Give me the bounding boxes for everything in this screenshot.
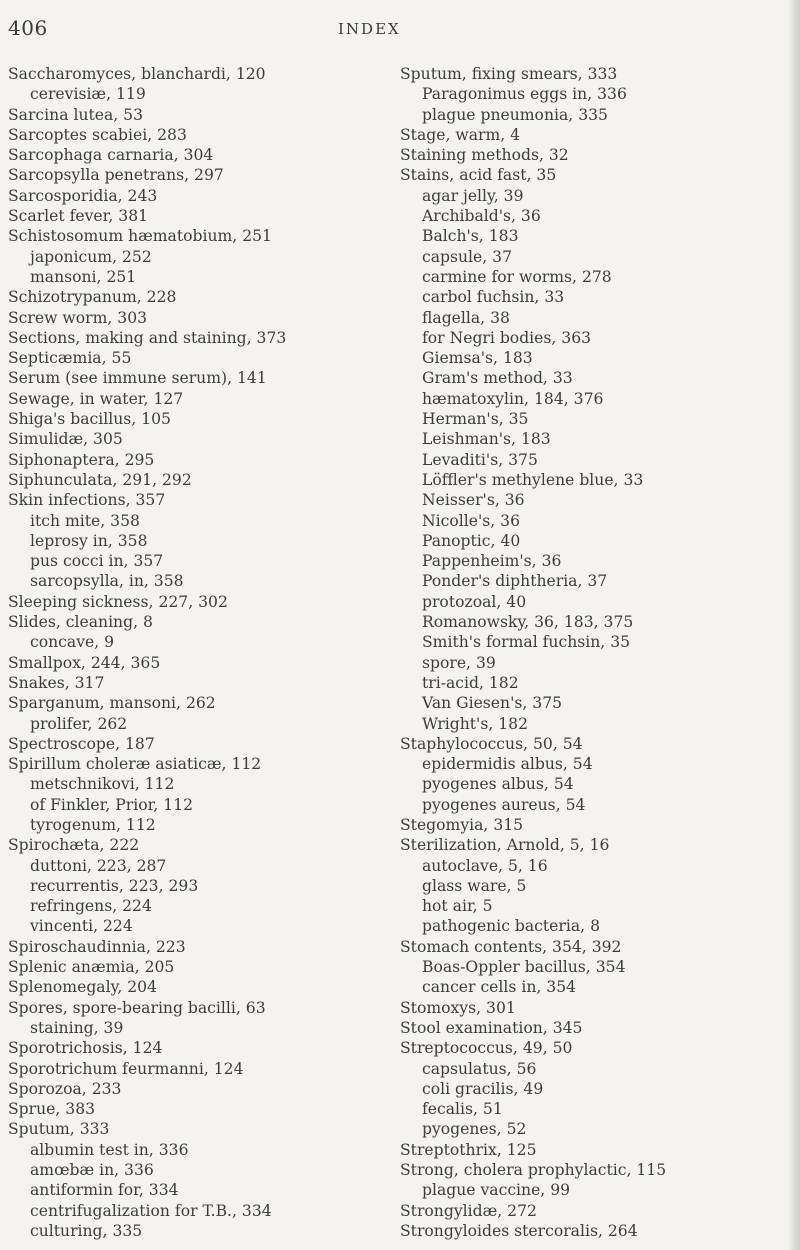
index-subentry: antiformin for, 334 [30,1181,179,1200]
index-subentry: Wright's, 182 [422,714,529,733]
index-entry: Splenic anæmia, 205 [8,958,175,977]
index-subentry: sarcopsylla, in, 358 [30,572,184,591]
index-subentry: cancer cells in, 354 [422,978,577,997]
page-edge-shadow [788,0,800,1250]
index-subentry: glass ware, 5 [422,876,527,895]
index-subentry: centrifugalization for T.B., 334 [30,1201,272,1220]
index-subentry: refringens, 224 [30,897,152,916]
index-subentry: recurrentis, 223, 293 [30,876,199,895]
index-entry: Sleeping sickness, 227, 302 [8,592,228,611]
index-column-left [8,64,373,1241]
index-subentry: capsule, 37 [422,247,513,266]
index-entry: Slides, cleaning, 8 [8,613,153,632]
index-entry: Screw worm, 303 [8,308,148,327]
index-subentry: albumin test in, 336 [30,1140,189,1159]
index-subentry: Nicolle's, 36 [422,511,521,530]
index-subentry: for Negri bodies, 363 [422,328,592,347]
index-entry: Stegomyia, 315 [400,815,524,834]
index-entry: Simulidæ, 305 [8,430,123,449]
index-subentry: coli gracilis, 49 [422,1079,544,1098]
index-subentry: cerevisiæ, 119 [30,85,146,104]
index-subentry: metschnikovi, 112 [30,775,175,794]
index-subentry: spore, 39 [422,653,496,672]
index-entry: Staphylococcus, 50, 54 [400,734,583,753]
index-subentry: Levaditi's, 375 [422,450,538,469]
index-subentry: of Finkler, Prior, 112 [30,795,194,814]
running-head: INDEX [338,20,401,38]
index-subentry: Giemsa's, 183 [422,349,533,368]
index-entry: Sputum, 333 [8,1120,110,1139]
index-subentry: flagella, 38 [422,308,510,327]
index-subentry: fecalis, 51 [422,1100,503,1119]
index-subentry: itch mite, 358 [30,511,140,530]
index-subentry: epidermidis albus, 54 [422,755,593,774]
index-subentry: agar jelly, 39 [422,186,524,205]
page-header [8,16,780,46]
index-entry: Sparganum, mansoni, 262 [8,694,216,713]
index-subentry: carmine for worms, 278 [422,267,612,286]
index-entry: Strongyloides stercoralis, 264 [400,1221,638,1240]
index-subentry: amœbæ in, 336 [30,1161,154,1180]
index-subentry: pyogenes albus, 54 [422,775,574,794]
index-entry: Streptococcus, 49, 50 [400,1039,573,1058]
index-entry: Snakes, 317 [8,673,105,692]
index-entry: Sprue, 383 [8,1100,96,1119]
index-entry: Sewage, in water, 127 [8,389,184,408]
index-entry: Sputum, fixing smears, 333 [400,65,618,83]
index-entry: Sterilization, Arnold, 5, 16 [400,836,610,855]
index-entry: Splenomegaly, 204 [8,978,158,997]
index-subentry: carbol fuchsin, 33 [422,288,565,307]
index-entry: Schistosomum hæmatobium, 251 [8,227,272,246]
index-subentry: vincenti, 224 [30,917,133,936]
index-subentry: Gram's method, 33 [422,369,573,388]
index-subentry: Van Giesen's, 375 [422,694,563,713]
index-subentry: Romanowsky, 36, 183, 375 [422,613,634,632]
index-subentry: Boas-Oppler bacillus, 354 [422,958,626,977]
index-entry: Shiga's bacillus, 105 [8,410,171,429]
index-subentry: pyogenes aureus, 54 [422,795,586,814]
index-subentry: prolifer, 262 [30,714,128,733]
index-subentry: culturing, 335 [30,1221,143,1240]
index-entry: Sarcina lutea, 53 [8,105,144,124]
index-subentry: concave, 9 [30,633,115,652]
index-subentry: tri-acid, 182 [422,673,519,692]
index-subentry: Paragonimus eggs in, 336 [422,85,627,104]
index-subentry: japonicum, 252 [30,247,152,266]
index-entry: Strong, cholera prophylactic, 115 [400,1161,667,1180]
index-subentry: leprosy in, 358 [30,531,148,550]
index-subentry: Leishman's, 183 [422,430,551,449]
index-subentry: Herman's, 35 [422,410,529,429]
index-entry: Streptothrix, 125 [400,1140,537,1159]
index-entry: Saccharomyces, blanchardi, 120 [8,65,266,83]
index-subentry: Pappenheim's, 36 [422,552,562,571]
index-subentry: Ponder's diphtheria, 37 [422,572,608,591]
index-entry: Stomoxys, 301 [400,998,516,1017]
index-subentry: Archibald's, 36 [422,207,541,226]
index-entry: Spirillum choleræ asiaticæ, 112 [8,755,262,774]
index-entry: Sarcopsylla penetrans, 297 [8,166,224,185]
index-subentry: Panoptic, 40 [422,531,521,550]
index-entry: Serum (see immune serum), 141 [8,369,267,388]
index-subentry: pyogenes, 52 [422,1120,527,1139]
index-entry: Spectroscope, 187 [8,734,155,753]
index-subentry: Balch's, 183 [422,227,519,246]
index-subentry: hot air, 5 [422,897,493,916]
index-entry: Spiroschaudinnia, 223 [8,937,186,956]
index-subentry: tyrogenum, 112 [30,815,156,834]
index-subentry: mansoni, 251 [30,267,137,286]
index-entry: Skin infections, 357 [8,491,166,510]
index-entry: Strongylidæ, 272 [400,1201,537,1220]
index-subentry: autoclave, 5, 16 [422,856,548,875]
index-entry: Stomach contents, 354, 392 [400,937,622,956]
index-subentry: staining, 39 [30,1018,124,1037]
index-subentry: Neisser's, 36 [422,491,525,510]
index-entry: Scarlet fever, 381 [8,207,149,226]
index-entry: Stage, warm, 4 [400,125,521,144]
index-entry: Stains, acid fast, 35 [400,166,557,185]
index-entry: Spores, spore-bearing bacilli, 63 [8,998,266,1017]
index-entry: Smallpox, 244, 365 [8,653,161,672]
page-number: 406 [8,16,48,40]
index-entry: Spirochæta, 222 [8,836,140,855]
index-entry: Sarcosporidia, 243 [8,186,158,205]
index-subentry: Smith's formal fuchsin, 35 [422,633,631,652]
index-entry: Stool examination, 345 [400,1018,583,1037]
index-entry: Sporozoa, 233 [8,1079,122,1098]
index-entry: Siphunculata, 291, 292 [8,470,192,489]
index-subentry: pus cocci in, 357 [30,552,164,571]
index-entry: Sporotrichosis, 124 [8,1039,163,1058]
index-subentry: capsulatus, 56 [422,1059,537,1078]
index-entry: Siphonaptera, 295 [8,450,155,469]
index-subentry: plague pneumonia, 335 [422,105,608,124]
index-entry: Sarcoptes scabiei, 283 [8,125,187,144]
index-subentry: duttoni, 223, 287 [30,856,167,875]
index-subentry: plague vaccine, 99 [422,1181,571,1200]
index-entry: Sporotrichum feurmanni, 124 [8,1059,244,1078]
index-entry: Sarcophaga carnaria, 304 [8,146,214,165]
index-entry: Staining methods, 32 [400,146,569,165]
index-subentry: Löffler's methylene blue, 33 [422,470,644,489]
index-column-right [400,64,785,1241]
index-subentry: protozoal, 40 [422,592,527,611]
index-entry: Septicæmia, 55 [8,349,132,368]
index-subentry: pathogenic bacteria, 8 [422,917,600,936]
index-entry: Sections, making and staining, 373 [8,328,287,347]
index-entry: Schizotrypanum, 228 [8,288,177,307]
index-subentry: hæmatoxylin, 184, 376 [422,389,604,408]
